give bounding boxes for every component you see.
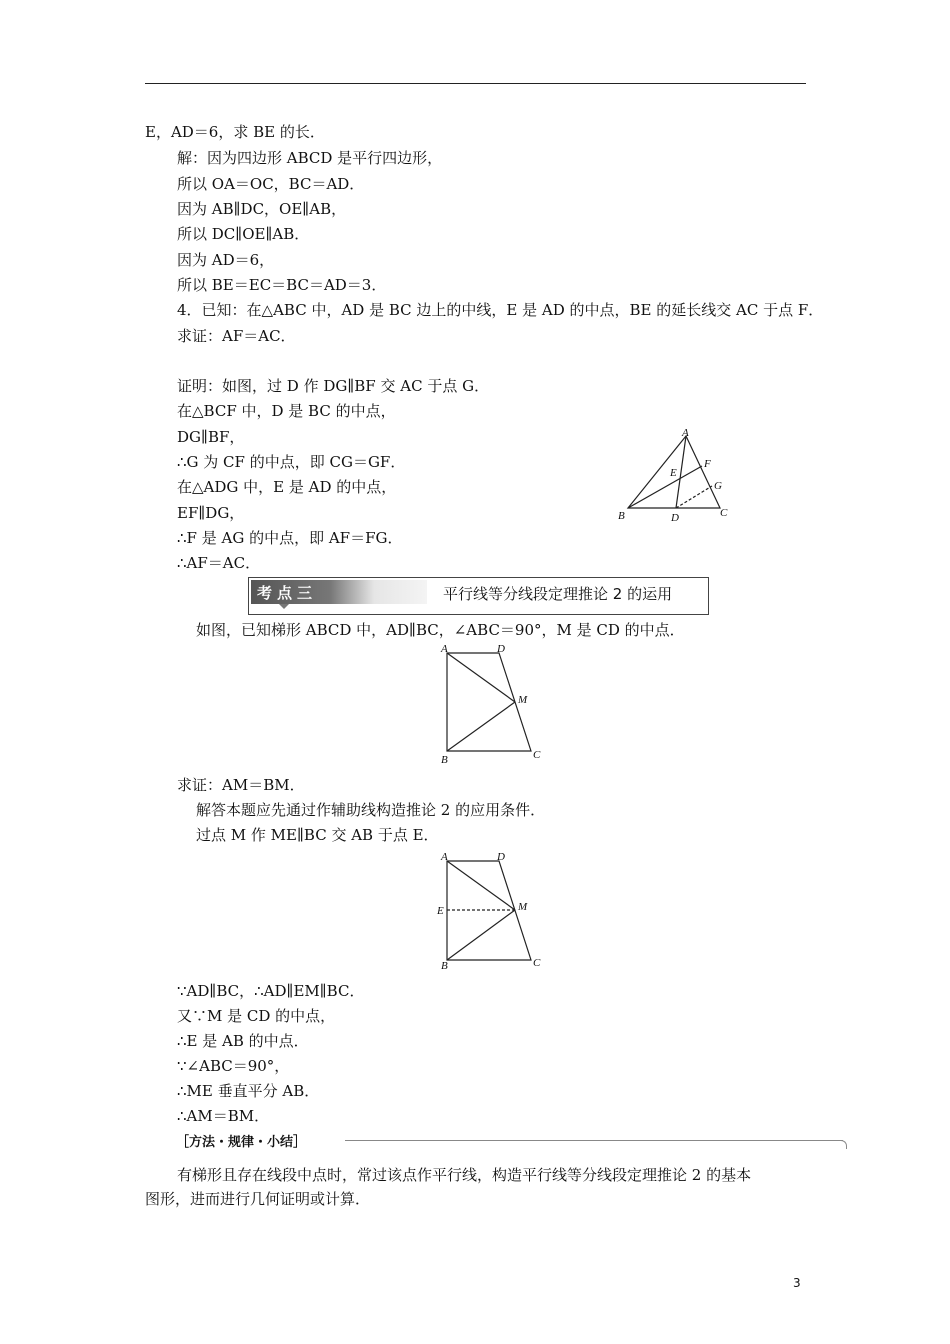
text-line: ∵AD∥BC，∴AD∥EM∥BC． — [177, 982, 365, 1000]
text-line: EF∥DG， — [177, 504, 245, 522]
page-number: 3 — [793, 1276, 801, 1290]
problem-statement: 4．已知：在△ABC 中，AD 是 BC 边上的中线，E 是 AD 的中点，BE 的延长线交 AC 于点 F． — [177, 301, 824, 319]
trapezoid-figure — [435, 641, 550, 766]
text-line: 过点 M 作 ME∥BC 交 AB 于点 E． — [196, 826, 439, 844]
label-c: C — [533, 957, 541, 969]
header-rule — [145, 83, 806, 84]
summary-divider — [345, 1140, 843, 1141]
section-banner — [248, 577, 709, 615]
label-a: A — [441, 851, 448, 863]
text-line: ∴G 为 CF 的中点，即 CG＝GF． — [177, 453, 406, 471]
tag-pointer-icon — [279, 604, 289, 609]
triangle-figure — [612, 428, 742, 524]
summary-text: 有梯形且存在线段中点时，常过该点作平行线，构造平行线等分线段定理推论 2 的基本 — [177, 1166, 752, 1184]
segment-bm — [447, 910, 515, 960]
segment-bm — [447, 702, 515, 751]
problem-statement: 如图，已知梯形 ABCD 中，AD∥BC，∠ABC＝90°，M 是 CD 的中点． — [196, 621, 685, 639]
label-c: C — [720, 507, 728, 519]
section-tag-label: 考点三 — [257, 584, 318, 602]
text-line: ∴AM＝BM． — [177, 1107, 270, 1125]
text-line: 求证：AF＝AC． — [177, 327, 296, 345]
segment-dg — [676, 486, 712, 508]
label-b: B — [441, 960, 448, 972]
segment-am — [447, 861, 515, 910]
text-line: 证明：如图，过 D 作 DG∥BF 交 AC 于点 G． — [177, 377, 490, 395]
label-d: D — [497, 851, 505, 863]
section-tag — [251, 580, 427, 604]
segment-am — [447, 653, 515, 702]
label-e: E — [437, 905, 444, 917]
text-line: 因为 AD＝6， — [177, 251, 275, 269]
segment-bf — [628, 466, 702, 508]
summary-curl-icon — [838, 1140, 847, 1149]
label-b: B — [618, 510, 625, 522]
label-f: F — [704, 458, 711, 470]
label-d: D — [671, 512, 679, 524]
text-line: 解：因为四边形 ABCD 是平行四边形， — [177, 149, 443, 167]
label-e: E — [670, 467, 677, 479]
label-c: C — [533, 749, 541, 761]
label-d: D — [497, 643, 505, 655]
text-line: 在△ADG 中，E 是 AD 的中点， — [177, 478, 397, 496]
text-line: ∴ME 垂直平分 AB． — [177, 1082, 320, 1100]
label-a: A — [682, 428, 689, 439]
text-line: E，AD＝6，求 BE 的长． — [145, 123, 325, 141]
text-line: DG∥BF， — [177, 428, 245, 446]
label-m: M — [518, 694, 528, 706]
summary-label: ［方法・规律・小结］ — [176, 1135, 307, 1150]
text-line: ∴AF＝AC． — [177, 554, 261, 572]
text-line: 在△BCF 中，D 是 BC 的中点， — [177, 402, 396, 420]
text-line: ∵∠ABC＝90°， — [177, 1057, 290, 1075]
summary-text: 图形，进而进行几何证明或计算． — [145, 1190, 371, 1208]
text-line: 所以 BE＝EC＝BC＝AD＝3． — [177, 276, 387, 294]
text-line: 所以 OA＝OC，BC＝AD． — [177, 175, 365, 193]
text-line: 又∵M 是 CD 的中点， — [177, 1007, 336, 1025]
label-g: G — [714, 480, 722, 492]
text-line: ∴E 是 AB 的中点． — [177, 1032, 309, 1050]
label-b: B — [441, 754, 448, 766]
section-title: 平行线等分线段定理推论 2 的运用 — [443, 585, 673, 603]
text-line: 所以 DC∥OE∥AB． — [177, 225, 310, 243]
label-a: A — [441, 643, 448, 655]
text-line: 求证：AM＝BM． — [177, 776, 305, 794]
trapezoid-aux-figure — [435, 848, 550, 973]
text-line: 因为 AB∥DC，OE∥AB， — [177, 200, 347, 218]
text-line: ∴F 是 AG 的中点，即 AF＝FG． — [177, 529, 403, 547]
label-m: M — [518, 901, 528, 913]
text-line: 解答本题应先通过作辅助线构造推论 2 的应用条件． — [196, 801, 546, 819]
